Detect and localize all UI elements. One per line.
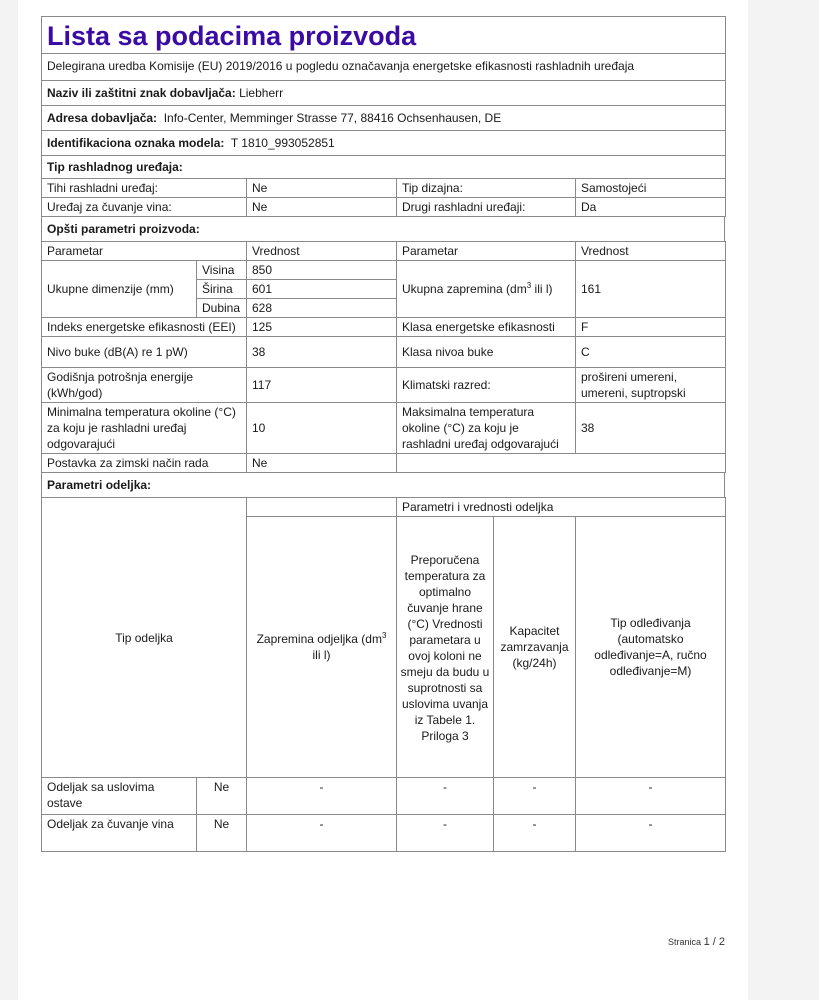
winter-mode-label: Postavka za zimski način rada — [42, 454, 247, 473]
width-label: Širina — [197, 280, 247, 299]
column-header-parameter: Parametar — [42, 242, 247, 261]
table-header-row — [42, 242, 726, 261]
silent-appliance-label: Tihi rashladni uređaj: — [42, 179, 247, 198]
empty-cell — [397, 454, 726, 473]
energy-class-value: F — [576, 318, 726, 337]
table-header-row — [42, 498, 726, 517]
table-row — [42, 368, 726, 403]
compartment-params-group-header: Parametri i vrednosti odeljka — [397, 498, 726, 517]
climate-class-label: Klimatski razred: — [397, 368, 576, 403]
min-ambient-temp-label: Minimalna temperatura okoline (°C) za koju je rashladni uređaj odgovarajući — [42, 403, 247, 454]
total-volume-value: 161 — [576, 261, 726, 318]
compartment-heading-table — [41, 472, 725, 498]
compartment-freezing: - — [494, 815, 576, 852]
general-heading-table — [41, 216, 725, 242]
address-value: Info-Center, Memminger Strasse 77, 88416 Ochsenhausen, DE — [163, 111, 502, 125]
total-volume-label — [397, 261, 576, 318]
noise-level-value: 38 — [247, 337, 397, 368]
compartment-type: Odeljak sa uslovima ostave — [42, 778, 197, 815]
compartment-volume: - — [247, 778, 397, 815]
noise-class-value: C — [576, 337, 726, 368]
header-table — [41, 16, 726, 179]
winter-mode-value: Ne — [247, 454, 397, 473]
height-label: Visina — [197, 261, 247, 280]
page-title: Lista sa podacima proizvoda — [42, 17, 726, 54]
width-value: 601 — [247, 280, 397, 299]
compartment-volume: - — [247, 815, 397, 852]
table-row — [42, 179, 726, 198]
eei-value: 125 — [247, 318, 397, 337]
column-header-volume — [247, 517, 397, 778]
wine-storage-label: Uređaj za čuvanje vina: — [42, 198, 247, 217]
column-header-recommended-temp: Preporučena temperatura za optimalno čuvanje hrane (°C) Vrednosti parametara u ovoj koloni ne smeju da budu u suprotnosti sa uslovima uvanja iz Tabele 1. Priloga 3 — [397, 517, 494, 778]
compartment-params-heading: Parametri odeljka: — [42, 473, 725, 498]
design-type-label: Tip dizajna: — [397, 179, 576, 198]
product-information-sheet — [41, 16, 725, 852]
table-row — [42, 337, 726, 368]
table-row — [42, 778, 726, 815]
total-volume-text: Ukupna zapremina (dm — [402, 282, 527, 296]
climate-class-value: prošireni umereni, umereni, suptropski — [576, 368, 726, 403]
superscript: 3 — [381, 631, 387, 640]
silent-appliance-value: Ne — [247, 179, 397, 198]
address-row — [42, 106, 726, 131]
max-ambient-temp-label: Maksimalna temperatura okoline (°C) za koju je rashladni uređaj odgovarajući — [397, 403, 576, 454]
compartment-defrost: - — [576, 778, 726, 815]
table-row — [42, 198, 726, 217]
column-header-defrost-type: Tip odleđivanja (automatsko odleđivanje=A, ručno odleđivanje=M) — [576, 517, 726, 778]
design-type-value: Samostojeći — [576, 179, 726, 198]
address-label: Adresa dobavljača: — [47, 111, 158, 125]
column-header-value-2: Vrednost — [576, 242, 726, 261]
wine-storage-value: Ne — [247, 198, 397, 217]
height-value: 850 — [247, 261, 397, 280]
max-ambient-temp-value: 38 — [576, 403, 726, 454]
annual-energy-value: 117 — [247, 368, 397, 403]
total-volume-unit: ili l) — [531, 282, 553, 296]
general-params-heading: Opšti parametri proizvoda: — [42, 217, 725, 242]
empty-cell — [247, 498, 397, 517]
general-params-table — [41, 241, 726, 473]
eei-label: Indeks energetske efikasnosti (EEI) — [42, 318, 247, 337]
regulation-subtitle: Delegirana uredba Komisije (EU) 2019/2016 u pogledu označavanja energetske efikasnosti rashladnih uređaja — [42, 54, 726, 81]
energy-class-label: Klasa energetske efikasnosti — [397, 318, 576, 337]
compartment-freezing: - — [494, 778, 576, 815]
noise-class-label: Klasa nivoa buke — [397, 337, 576, 368]
table-row — [42, 815, 726, 852]
column-header-parameter-2: Parametar — [397, 242, 576, 261]
depth-value: 628 — [247, 299, 397, 318]
noise-level-label: Nivo buke (dB(A) re 1 pW) — [42, 337, 247, 368]
page-footer — [600, 936, 725, 948]
table-row — [42, 261, 726, 280]
column-header-value: Vrednost — [247, 242, 397, 261]
dimensions-label: Ukupne dimenzije (mm) — [42, 261, 197, 318]
supplier-value: Liebherr — [239, 86, 284, 100]
model-label: Identifikaciona oznaka modela: — [47, 136, 225, 150]
model-value: T 1810_993052851 — [230, 136, 335, 150]
table-row — [42, 318, 726, 337]
model-row — [42, 131, 726, 156]
column-header-compartment-type: Tip odeljka — [42, 498, 247, 778]
volume-header-text: Zapremina odjeljka (dm — [256, 632, 382, 646]
table-row — [42, 454, 726, 473]
compartment-present: Ne — [197, 815, 247, 852]
table-row — [42, 403, 726, 454]
appliance-type-table — [41, 178, 726, 217]
other-appliance-label: Drugi rashladni uređaji: — [397, 198, 576, 217]
page-number: 1 / 2 — [703, 936, 725, 948]
superscript: 3 — [526, 281, 532, 290]
appliance-type-heading: Tip rashladnog uređaja: — [42, 156, 726, 179]
volume-header-unit: ili l) — [312, 648, 331, 662]
compartment-defrost: - — [576, 815, 726, 852]
compartment-temp: - — [397, 815, 494, 852]
supplier-row — [42, 81, 726, 106]
other-appliance-value: Da — [576, 198, 726, 217]
page-label: Stranica — [668, 937, 702, 947]
compartment-temp: - — [397, 778, 494, 815]
column-header-freezing-capacity: Kapacitet zamrzavanja (kg/24h) — [494, 517, 576, 778]
depth-label: Dubina — [197, 299, 247, 318]
min-ambient-temp-value: 10 — [247, 403, 397, 454]
supplier-label: Naziv ili zaštitni znak dobavljača: — [47, 86, 236, 100]
compartment-table — [41, 497, 726, 852]
compartment-present: Ne — [197, 778, 247, 815]
compartment-type: Odeljak za čuvanje vina — [42, 815, 197, 852]
annual-energy-label: Godišnja potrošnja energije (kWh/god) — [42, 368, 247, 403]
